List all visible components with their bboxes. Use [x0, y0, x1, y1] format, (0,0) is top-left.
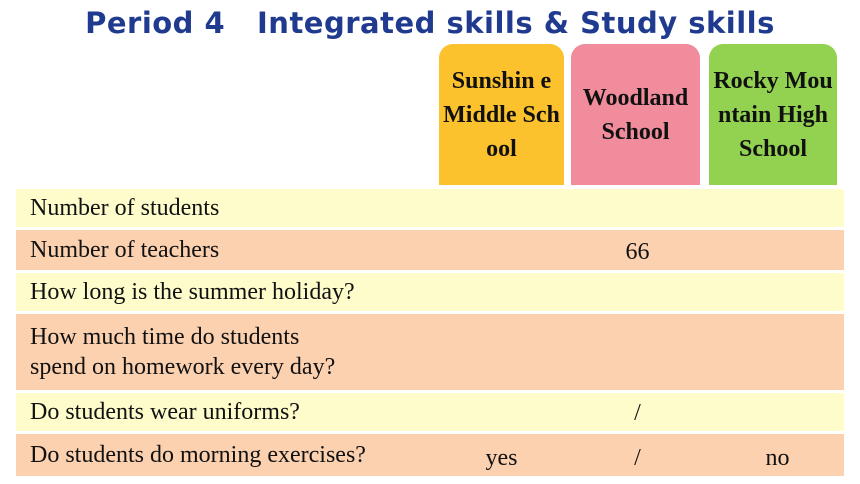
cell-rocky-mountain [711, 393, 844, 431]
cell-rocky-mountain: no [711, 434, 844, 476]
cell-rocky-mountain [711, 273, 844, 311]
column-header-sunshine: Sunshin e Middle School [439, 44, 564, 185]
cell-rocky-mountain [711, 314, 844, 390]
cell-woodland [568, 189, 707, 227]
table-row-summer-holiday [16, 273, 844, 311]
table-row-teachers [16, 230, 844, 270]
cell-sunshine [439, 189, 564, 227]
cell-rocky-mountain [711, 189, 844, 227]
row-label: How long is the summer holiday? [30, 279, 355, 305]
row-label: Number of teachers [30, 237, 220, 263]
cell-woodland: / [568, 434, 707, 476]
cell-woodland: / [568, 393, 707, 431]
column-header-woodland: Woodland School [571, 44, 700, 185]
row-label: Do students do morning exercises? [30, 442, 366, 468]
cell-sunshine: yes [439, 434, 564, 476]
cell-sunshine [439, 273, 564, 311]
column-header-rocky-mountain: Rocky Mountain High School [709, 44, 837, 185]
cell-sunshine [439, 393, 564, 431]
row-label: Number of students [30, 195, 220, 221]
cell-sunshine [439, 230, 564, 270]
cell-woodland: 66 [568, 230, 707, 270]
slide-title: Period 4 Integrated skills & Study skills [85, 6, 775, 40]
cell-sunshine [439, 314, 564, 390]
table-row-morning-exercises [16, 434, 844, 476]
table-row-students [16, 189, 844, 227]
table-row-uniforms [16, 393, 844, 431]
row-label: Do students wear uniforms? [30, 399, 300, 425]
row-label: How much time do students spend on homework every day? [30, 324, 336, 380]
cell-woodland [568, 273, 707, 311]
cell-woodland [568, 314, 707, 390]
table-row-homework [16, 314, 844, 390]
cell-rocky-mountain [711, 230, 844, 270]
